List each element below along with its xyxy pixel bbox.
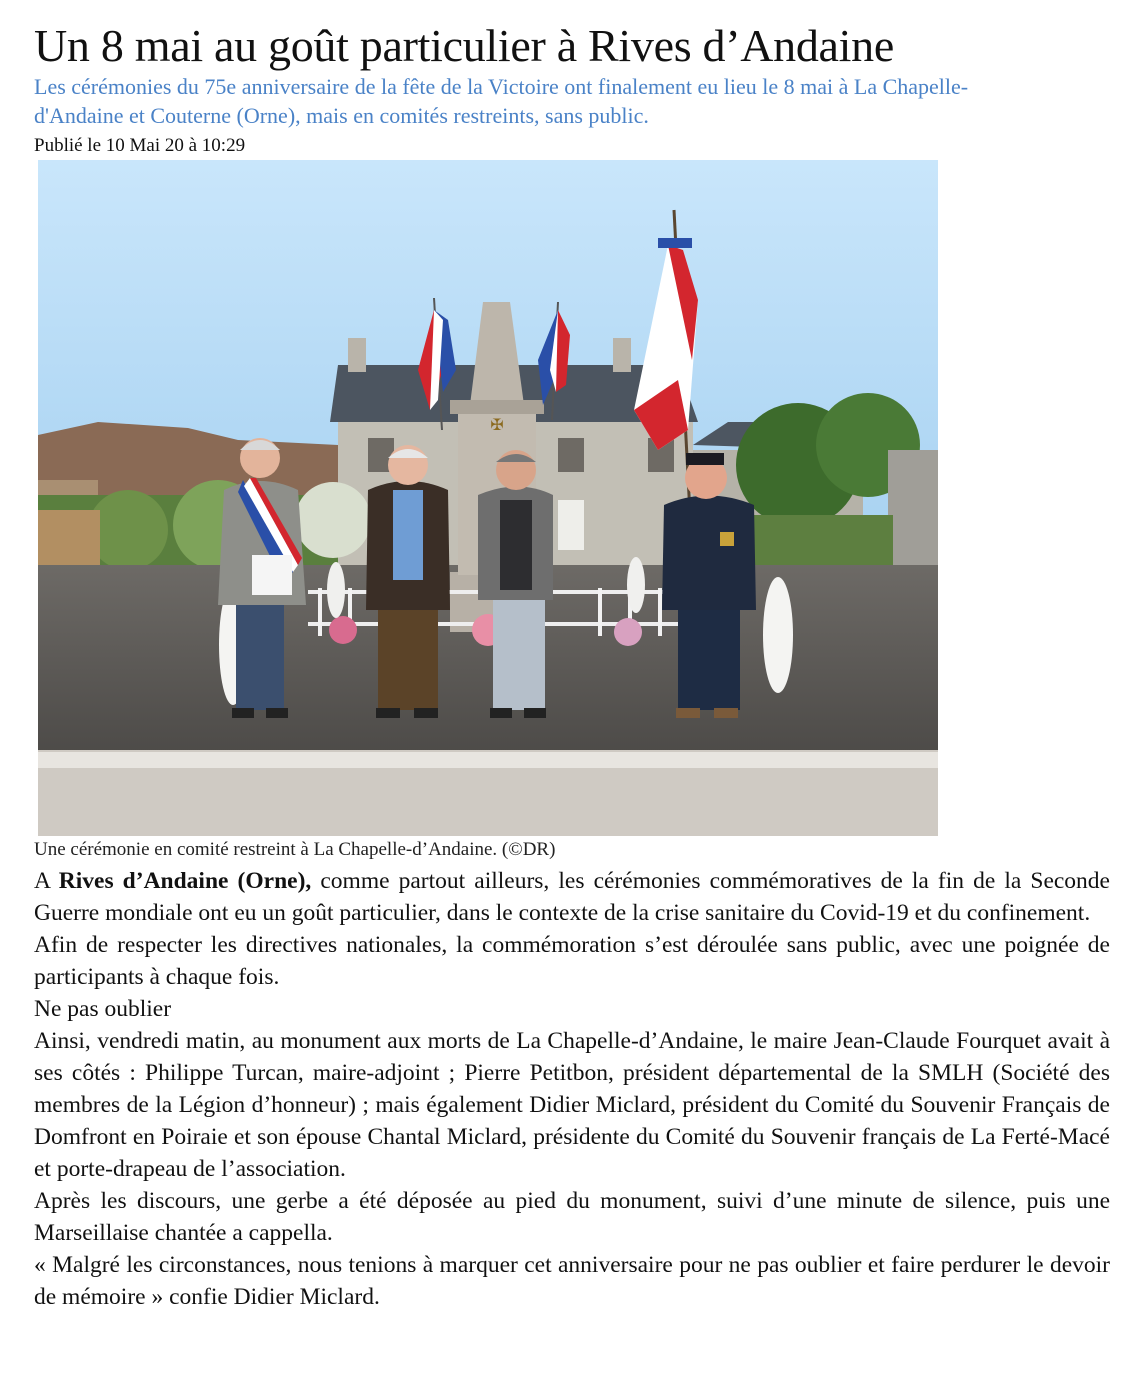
article-body: [34, 865, 1110, 1313]
subheading: Ne pas oublier: [34, 996, 172, 1022]
paragraph-4: Après les discours, une gerbe a été déposée au pied du monument, suivi d’une minute de silence, puis une Marseillaise chantée a cappella.: [34, 1188, 1110, 1246]
location-bold: Rives d’Andaine (Orne),: [58, 868, 312, 894]
paragraph-1-prefix: A: [34, 868, 59, 894]
paragraph-2: Afin de respecter les directives nationales, la commémoration s’est déroulée sans public, avec une poignée de participants à chaque fois.: [34, 932, 1110, 990]
paragraph-1-rest: comme partout ailleurs, les cérémonies commémoratives de la fin de la Seconde Guerre mondiale ont eu un goût particulier, dans le contexte de la crise sanitaire du Covid-19 et du confinement.: [34, 868, 1110, 926]
paragraph-5: « Malgré les circonstances, nous tenions à marquer cet anniversaire pour ne pas oublier et faire perdurer le devoir de mémoire » confie Didier Miclard.: [34, 1252, 1110, 1310]
article-title: Un 8 mai au goût particulier à Rives d’Andaine: [34, 20, 894, 71]
photo-caption: Une cérémonie en comité restreint à La Chapelle-d’Andaine. (©DR): [34, 839, 556, 860]
paragraph-3: Ainsi, vendredi matin, au monument aux morts de La Chapelle-d’Andaine, le maire Jean-Claude Fourquet avait à ses côtés : Philippe Turcan, maire-adjoint ; Pierre Petitbon, président départemental de la SMLH (Société des membres de la Légion d’honneur) ; mais également Didier Miclard, président du Comité du Souvenir Français de Domfront en Poiraie et son épouse Chantal Miclard, présidente du Comité du Souvenir français de La Ferté-Macé et porte-drapeau de l’association.: [34, 1028, 1110, 1182]
publication-date: Publié le 10 Mai 20 à 10:29: [34, 135, 246, 156]
article-lead: Les cérémonies du 75e anniversaire de la fête de la Victoire ont finalement eu lieu le 8 mai à La Chapelle-d'Andaine et Couterne (Orne), mais en comités restreints, sans public.: [34, 74, 969, 128]
svg-text:✠: ✠: [490, 415, 504, 434]
article-photo: [38, 160, 938, 836]
paragraph-1: [34, 865, 1110, 929]
